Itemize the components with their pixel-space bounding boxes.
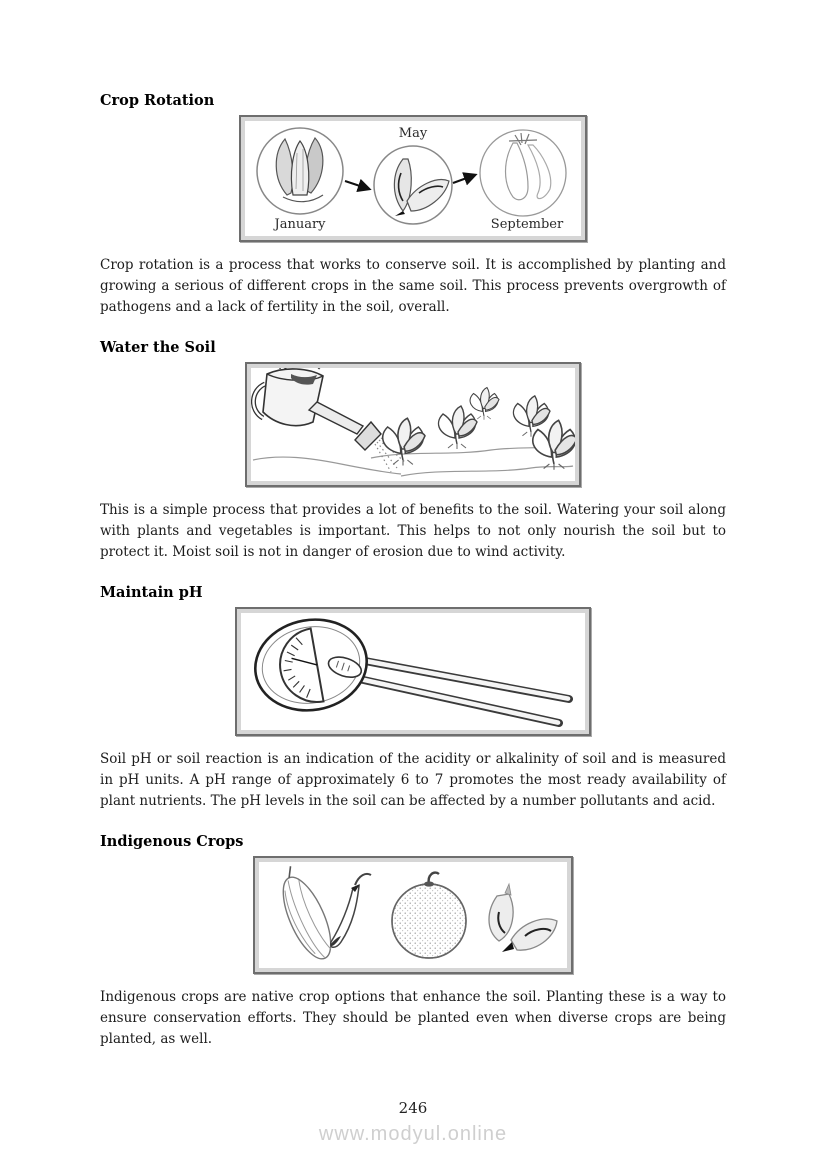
section-crop-rotation (100, 93, 726, 318)
watering-can-illustration (251, 368, 575, 481)
eggplant-icon (506, 133, 551, 200)
section-heading-water-the-soil: Water the Soil (100, 339, 216, 356)
paragraph-water-the-soil: This is a simple process that provides a lot of benefits to the soil. Watering your soil along with plants and vegetables is important. This helps to not only nourish the soil but to protect it. Moist soil is not in danger of erosion due to wind activity. (100, 502, 726, 560)
label-september: September (490, 217, 564, 232)
figure-watering-frame (245, 362, 581, 487)
section-heading-indigenous-crops: Indigenous Crops (100, 833, 244, 850)
watering-can-icon (253, 368, 381, 450)
section-water-the-soil (100, 340, 726, 563)
figure-ph-meter-frame (235, 607, 591, 736)
leaf-pods-icon (489, 884, 557, 952)
arrow-jan-to-may (345, 181, 369, 189)
section-indigenous-crops (100, 834, 726, 1050)
crop-rotation-illustration (245, 121, 581, 236)
indigenous-crops-illustration (259, 862, 567, 968)
paragraph-indigenous-crops: Indigenous crops are native crop options that enhance the soil. Planting these is a way to ensure conservation efforts. They should be planted even when diverse crops are being planted, as well. (100, 989, 726, 1047)
plant (383, 418, 425, 465)
ph-meter-prongs (359, 661, 569, 723)
bitter-gourd-icon (270, 862, 341, 965)
ph-meter-illustration (241, 613, 585, 730)
watermark: www.modyul.online (318, 1123, 508, 1145)
chili-icon (331, 874, 371, 947)
figure-indigenous-crops-frame (253, 856, 573, 974)
plant (513, 396, 550, 437)
ph-meter-head (248, 613, 374, 719)
section-heading-crop-rotation: Crop Rotation (100, 92, 215, 109)
orange-icon (392, 873, 466, 958)
section-maintain-ph (100, 585, 726, 812)
page-number: 246 (398, 1099, 428, 1117)
label-january: January (274, 217, 326, 232)
label-may: May (398, 126, 428, 141)
section-heading-maintain-ph: Maintain pH (100, 584, 203, 601)
plant (439, 406, 477, 449)
plant (533, 420, 575, 469)
arrow-may-to-september (453, 175, 475, 183)
plant (470, 388, 499, 420)
paragraph-crop-rotation: Crop rotation is a process that works to conserve soil. It is accomplished by planting and growing a serious of different crops in the same soil. This process prevents overgrowth of pathogens and a lack of fertility in the soil, overall. (100, 257, 726, 315)
figure-crop-rotation-frame (239, 115, 587, 242)
paragraph-maintain-ph: Soil pH or soil reaction is an indication of the acidity or alkalinity of soil and is measured in pH units. A pH range of approximately 6 to 7 promotes the most ready availability of plant nutrients. The pH levels in the soil can be affected by a number pollutants and acid. (100, 751, 726, 809)
pods-icon (394, 159, 449, 216)
corn-icon (276, 138, 323, 202)
